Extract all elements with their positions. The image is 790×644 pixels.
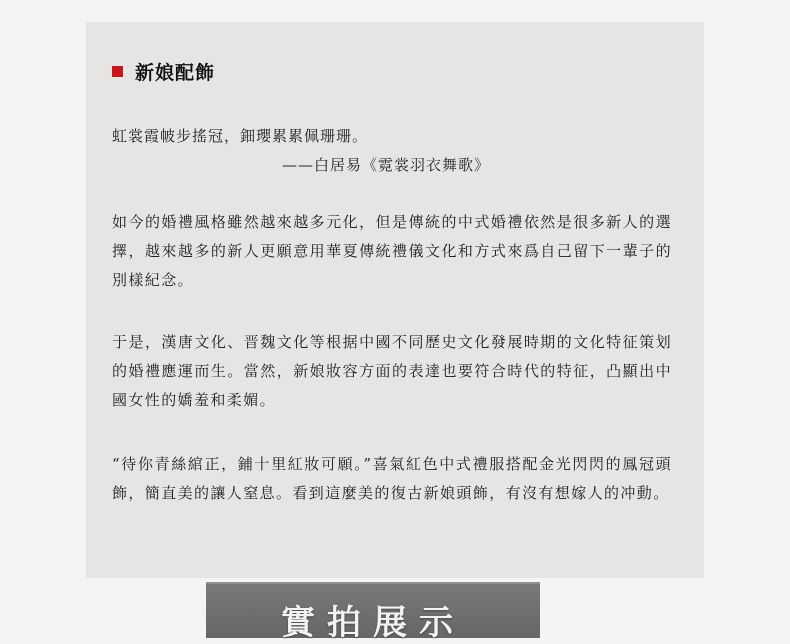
section-heading: [112, 58, 215, 85]
paragraph-history: 于是，漢唐文化、晋魏文化等根据中國不同歷史文化發展時期的文化特征策划的婚禮應運而生。當然，新娘妝容方面的表達也要符合時代的特征，凸顯出中國女性的嬌羞和柔媚。: [112, 333, 672, 409]
poem-quote: [112, 122, 672, 180]
square-bullet-icon: [112, 66, 123, 77]
section-title: 新娘配飾: [135, 62, 216, 84]
content-panel: [86, 22, 704, 578]
photo-showcase-banner: [206, 582, 540, 643]
banner-label: 實拍展示: [281, 602, 465, 643]
poem-line: 虹裳霞帔步搖冠，鈿瓔累累佩珊珊。: [112, 127, 369, 145]
paragraph-intro: 如今的婚禮風格雖然越來越多元化，但是傳統的中式婚禮依然是很多新人的選擇，越來越多的新人更願意用華夏傳統禮儀文化和方式來爲自己留下一輩子的別樣紀念。: [112, 213, 672, 289]
poem-attribution: ——白居易《霓裳羽衣舞歌》: [282, 156, 491, 174]
paragraph-quote: “待你青絲綰正，鋪十里紅妝可願。”喜氣紅色中式禮服搭配金光閃閃的鳳冠頭飾，簡直美的讓人窒息。看到這麼美的復古新娘頭飾，有沒有想嫁人的冲動。: [112, 455, 672, 502]
